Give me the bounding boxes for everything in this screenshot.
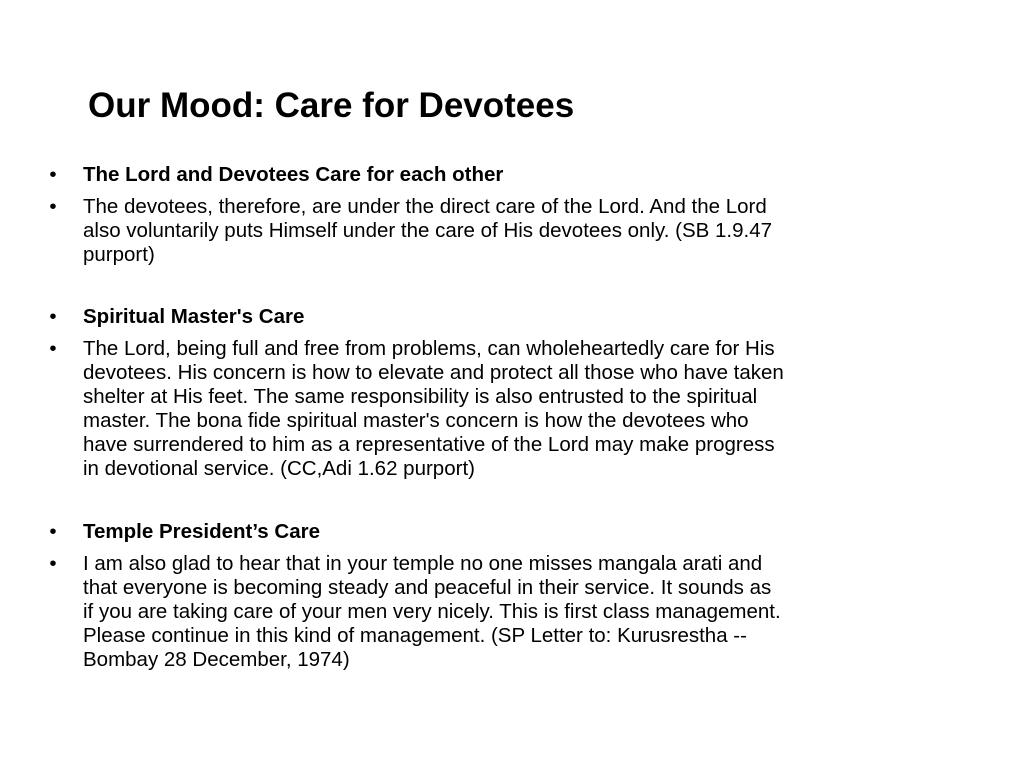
bullet-body-line: devotees. His concern is how to elevate and protect all those who have taken [83, 361, 784, 384]
bullet-body-line: shelter at His feet. The same responsibility is also entrusted to the spiritual [83, 385, 758, 408]
bullet-heading-temple-president [49, 520, 983, 544]
bullet-icon: • [49, 520, 57, 543]
bullet-body-line: in devotional service. (CC,Adi 1.62 purport) [83, 457, 475, 480]
bullet-body-line: if you are taking care of your men very nicely. This is first class management. [83, 600, 781, 623]
bullet-heading-lord-devotees [49, 163, 983, 187]
bullet-heading-text: Spiritual Master's Care [83, 305, 305, 328]
bullet-body-line: I am also glad to hear that in your temple no one misses mangala arati and [83, 552, 763, 575]
bullet-body-line: that everyone is becoming steady and peaceful in their service. It sounds as [83, 576, 772, 599]
bullet-body-line: purport) [83, 243, 155, 266]
bullet-body-line: Please continue in this kind of management. (SP Letter to: Kurusrestha -- [83, 624, 747, 647]
bullet-body-line: The Lord, being full and free from problems, can wholeheartedly care for His [83, 337, 775, 360]
bullet-body-line: have surrendered to him as a representative of the Lord may make progress [83, 433, 775, 456]
bullet-body-spiritual-master [49, 337, 983, 481]
bullet-icon: • [49, 305, 57, 328]
bullet-icon: • [49, 552, 57, 575]
bullet-body-lord-devotees [49, 195, 983, 267]
bullet-body-line: also voluntarily puts Himself under the care of His devotees only. (SB 1.9.47 [83, 219, 772, 242]
bullet-body-line: master. The bona fide spiritual master's concern is how the devotees who [83, 409, 749, 432]
bullet-body-line: Bombay 28 December, 1974) [83, 648, 350, 671]
bullet-heading-text: Temple President’s Care [83, 520, 320, 543]
bullet-body-temple-president [49, 552, 983, 672]
bullet-icon: • [49, 337, 57, 360]
bullet-icon: • [49, 163, 57, 186]
slide-title: Our Mood: Care for Devotees [88, 86, 575, 125]
bullet-heading-text: The Lord and Devotees Care for each other [83, 163, 504, 186]
bullet-body-line: The devotees, therefore, are under the direct care of the Lord. And the Lord [83, 195, 767, 218]
bullet-heading-spiritual-master [49, 305, 983, 329]
bullet-icon: • [49, 195, 57, 218]
